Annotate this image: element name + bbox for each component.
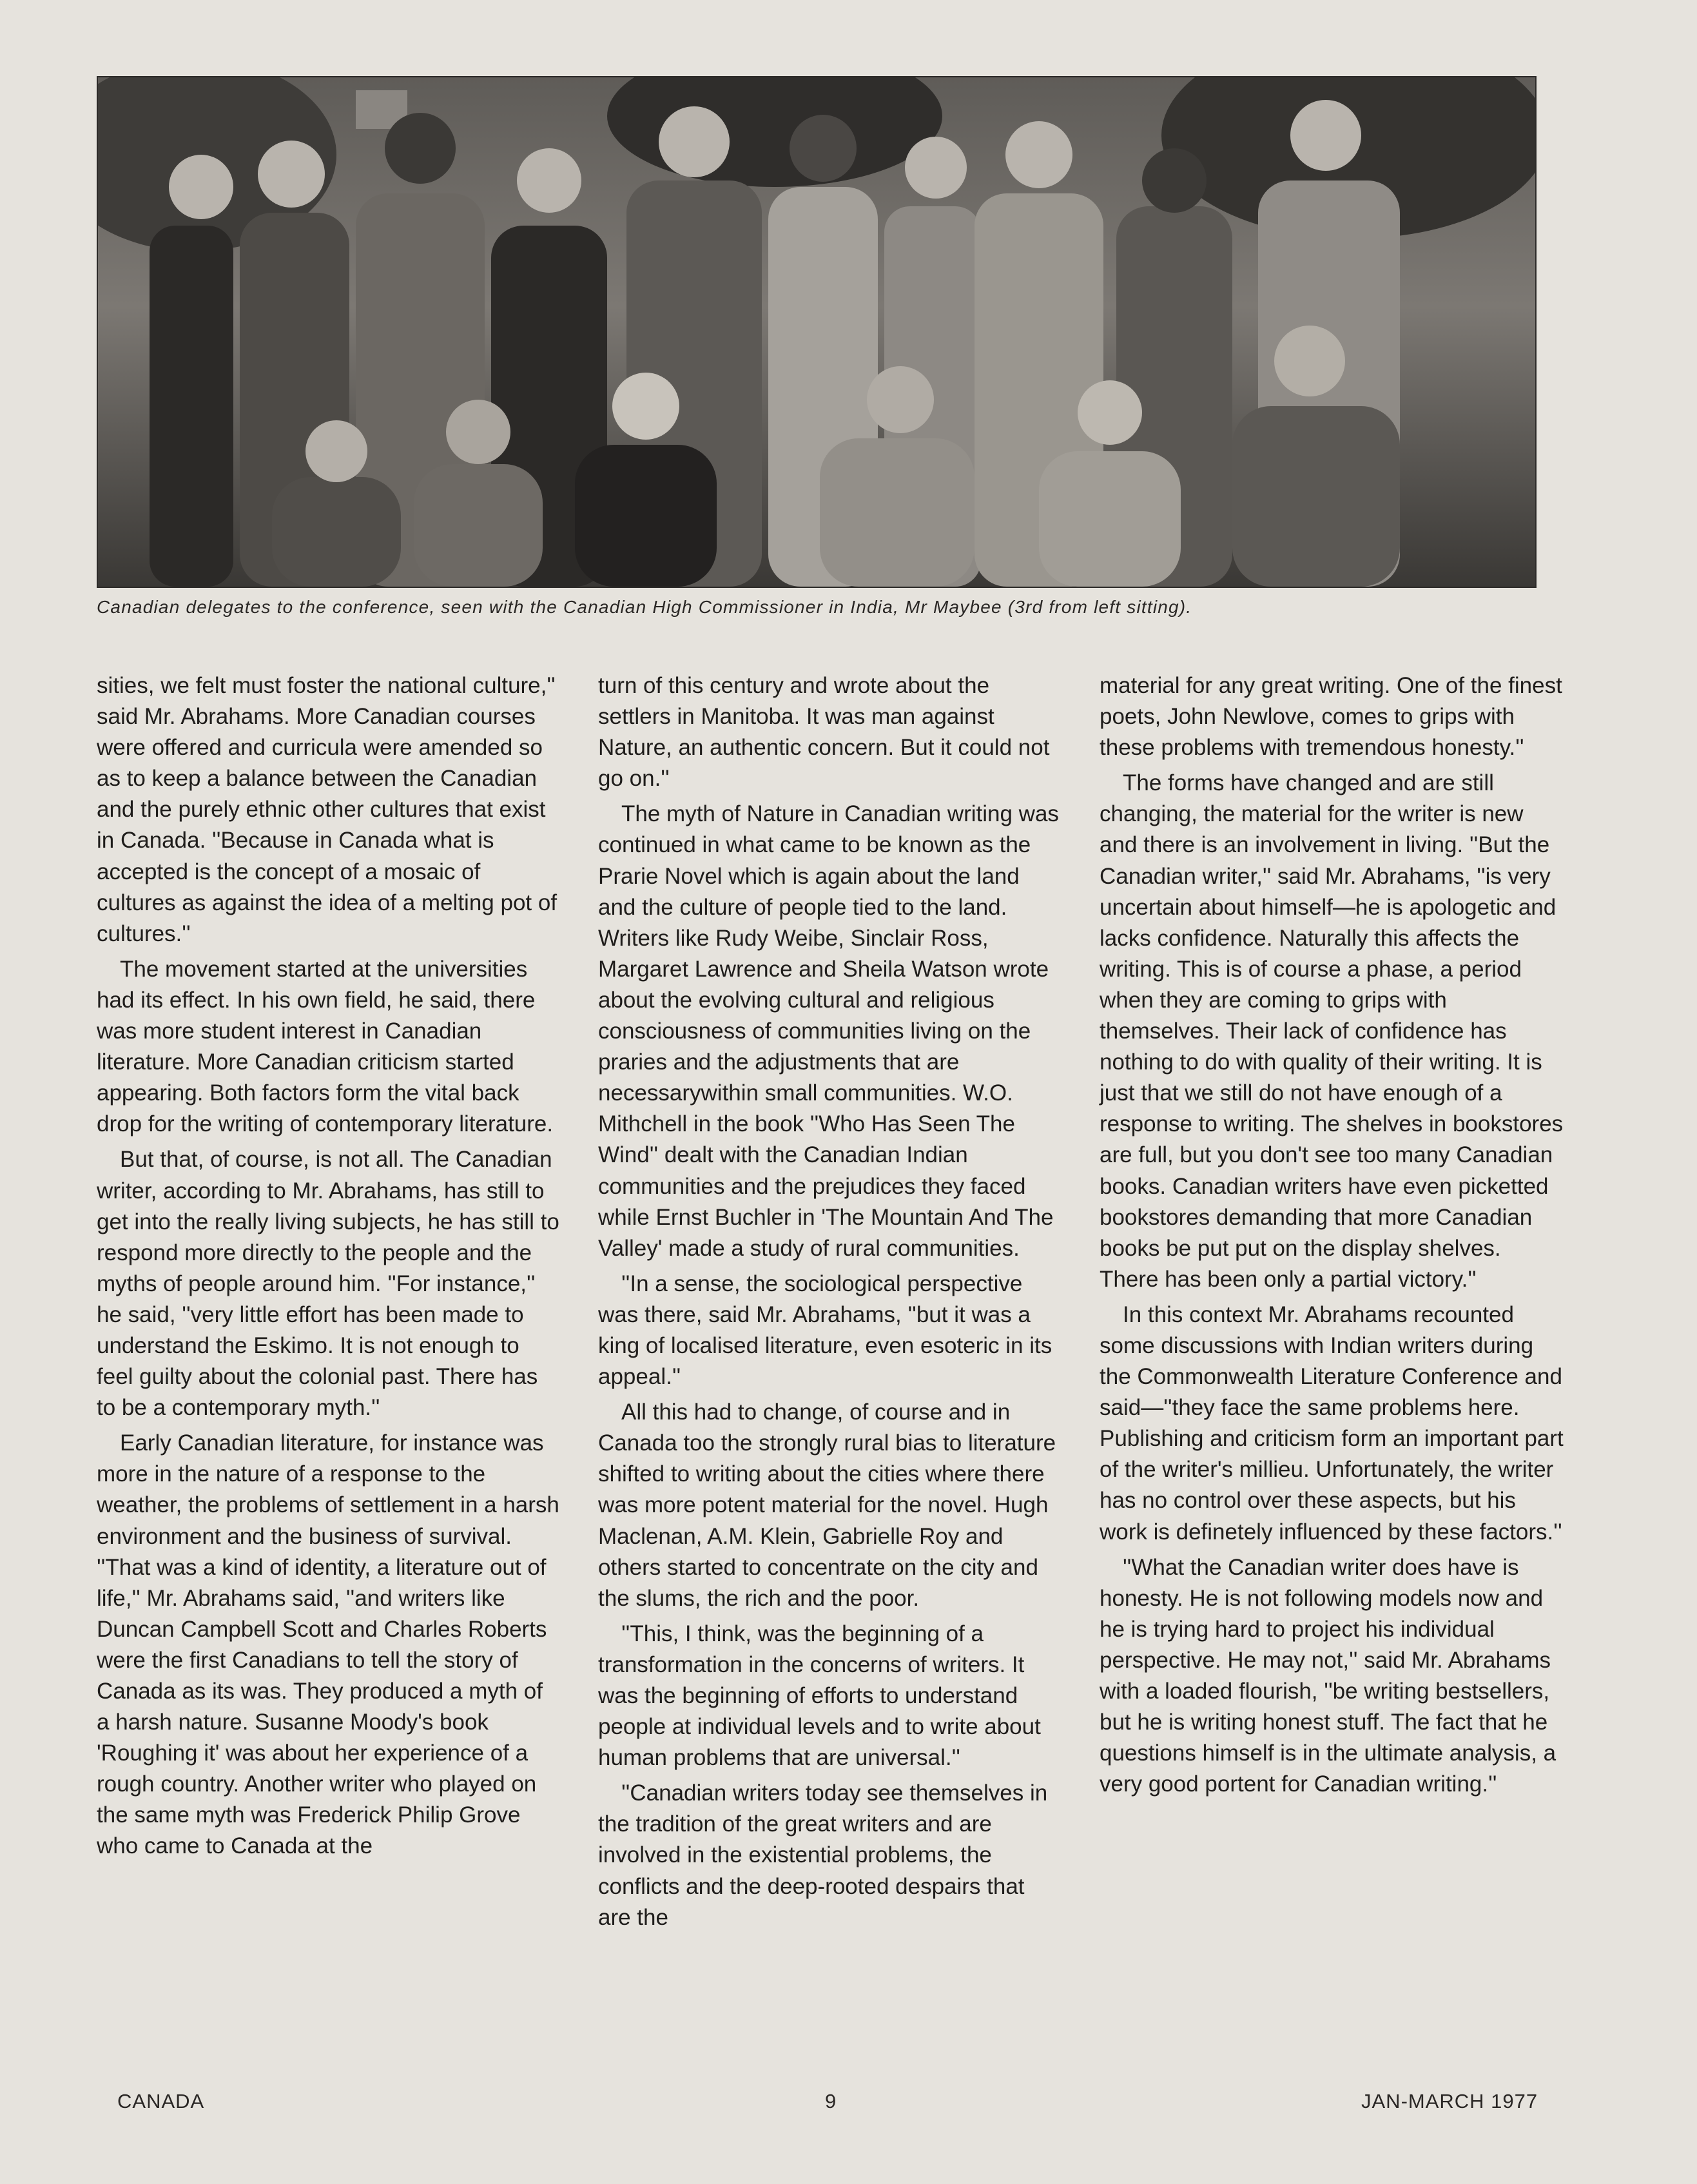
footer-publication: CANADA bbox=[117, 2090, 205, 2112]
paragraph: The myth of Nature in Canadian writing was continued in what came to be known as the Prarie Novel which is again about the land and the culture of people tied to the land. Writers like Rudy Weibe, Sinclair Ross, Margaret Lawrence and Sheila Watson wrote about the evolving cultural and religious consciousness of communities living on the praries and the adjustments that are necessarywithin small communities. W.O. Mithchell in the book ''Who Has Seen The Wind'' dealt with the Canadian Indian communities and the prejudices they faced while Ernst Buchler in 'The Mountain And The Valley' made a study of rural communities. bbox=[598, 801, 1059, 1261]
paragraph: In this context Mr. Abrahams recounted some discussions with Indian writers during the Commonwealth Literature Conference and said—''they face the same problems here. Publishing and criticism form an important part of the writer's millieu. Unfortunately, the writer has no control over these aspects, but his work is definetely influenced by these factors.'' bbox=[1100, 1302, 1564, 1545]
paragraph: ''Canadian writers today see themselves in the tradition of the great writers and are involved in the existential problems, the conflicts and the deep-rooted despairs that are the bbox=[598, 1780, 1048, 1930]
paragraph: turn of this century and wrote about the settlers in Manitoba. It was man against Nature, an authentic concern. But it could not go on.'' bbox=[598, 673, 1050, 792]
paragraph: All this had to change, of course and in Canada too the strongly rural bias to literature shifted to writing about the cities where there was more potent material for the novel. Hugh Maclenan, A.M. Klein, Gabrielle Roy and others started to concentrate on the city and the slums, the rich and the poor. bbox=[598, 1399, 1056, 1611]
page-number: 9 bbox=[825, 2090, 837, 2112]
article-column-2 bbox=[598, 670, 1062, 1938]
footer-issue-date: JAN-MARCH 1977 bbox=[1361, 2090, 1538, 2112]
paragraph: Early Canadian literature, for instance was more in the nature of a response to the weather, the problems of settlement in a harsh environment and the business of survival. ''That was a kind of identity, a literature out of life,'' Mr. Abrahams said, ''and writers like Duncan Campbell Scott and Charles Roberts were the first Canadians to tell the story of Canada as its was. They produced a myth of a harsh nature. Susanne Moody's book 'Roughing it' was about her experience of a rough country. Another writer who played on the same myth was Frederick Philip Grove who came to Canada at the bbox=[97, 1430, 559, 1859]
paragraph: ''What the Canadian writer does have is honesty. He is not following models now and he is trying hard to project his individual perspective. He may not,'' said Mr. Abrahams with a loaded flourish, ''be writing bestsellers, but he is writing honest stuff. The fact that he questions himself is in the ultimate analysis, a very good portent for Canadian writing.'' bbox=[1100, 1554, 1556, 1797]
photo-caption: Canadian delegates to the conference, seen with the Canadian High Commissioner in India, Mr Maybee (3rd from left sitting). bbox=[97, 597, 1192, 617]
paragraph: The movement started at the universities had its effect. In his own field, he said, there was more student interest in Canadian literature. More Canadian criticism started appearing. Both factors form the vital back drop for the writing of contemporary literature. bbox=[97, 956, 554, 1137]
paragraph: material for any great writing. One of the finest poets, John Newlove, comes to grips with these problems with tremendous honesty.'' bbox=[1100, 673, 1562, 761]
paragraph: But that, of course, is not all. The Canadian writer, according to Mr. Abrahams, has still to get into the really living subjects, he has still to respond more directly to the people and the myths of people around him. ''For instance,'' he said, ''very little effort has been made to understand the Eskimo. It is not enough to feel guilty about the colonial past. There has to be a contemporary myth.'' bbox=[97, 1147, 559, 1421]
paragraph: ''This, I think, was the beginning of a transformation in the concerns of writers. It was the beginning of efforts to understand people at individual levels and to write about human problems that are universal.'' bbox=[598, 1621, 1041, 1771]
group-photo-icon bbox=[98, 77, 1535, 587]
paragraph: ''In a sense, the sociological perspective was there, said Mr. Abrahams, ''but it was a king of localised literature, even esoteric in its appeal.'' bbox=[598, 1271, 1052, 1390]
article-column-1 bbox=[97, 670, 561, 1867]
group-photo bbox=[97, 76, 1537, 588]
paragraph: The forms have changed and are still changing, the material for the writer is new and there is an involvement in living. ''But the Canadian writer,'' said Mr. Abrahams, ''is very uncertain about himself—he is apologetic and lacks confidence. Naturally this affects the writing. This is of course a phase, a period when they are coming to grips with themselves. Their lack of confidence has nothing to do with quality of their writing. It is just that we still do not have enough of a response to writing. The shelves in bookstores are full, but you don't see too many Canadian books. Canadian writers have even picketted bookstores demanding that more Canadian books be put put on the display shelves. There has been only a partial victory.'' bbox=[1100, 770, 1564, 1292]
article-column-3 bbox=[1100, 670, 1564, 1804]
paragraph: sities, we felt must foster the national culture,'' said Mr. Abrahams. More Canadian courses were offered and curricula were amended so as to keep a balance between the Canadian and the purely ethnic other cultures that exist in Canada. ''Because in Canada what is accepted is the concept of a mosaic of cultures as against the idea of a melting pot of cultures.'' bbox=[97, 673, 558, 946]
